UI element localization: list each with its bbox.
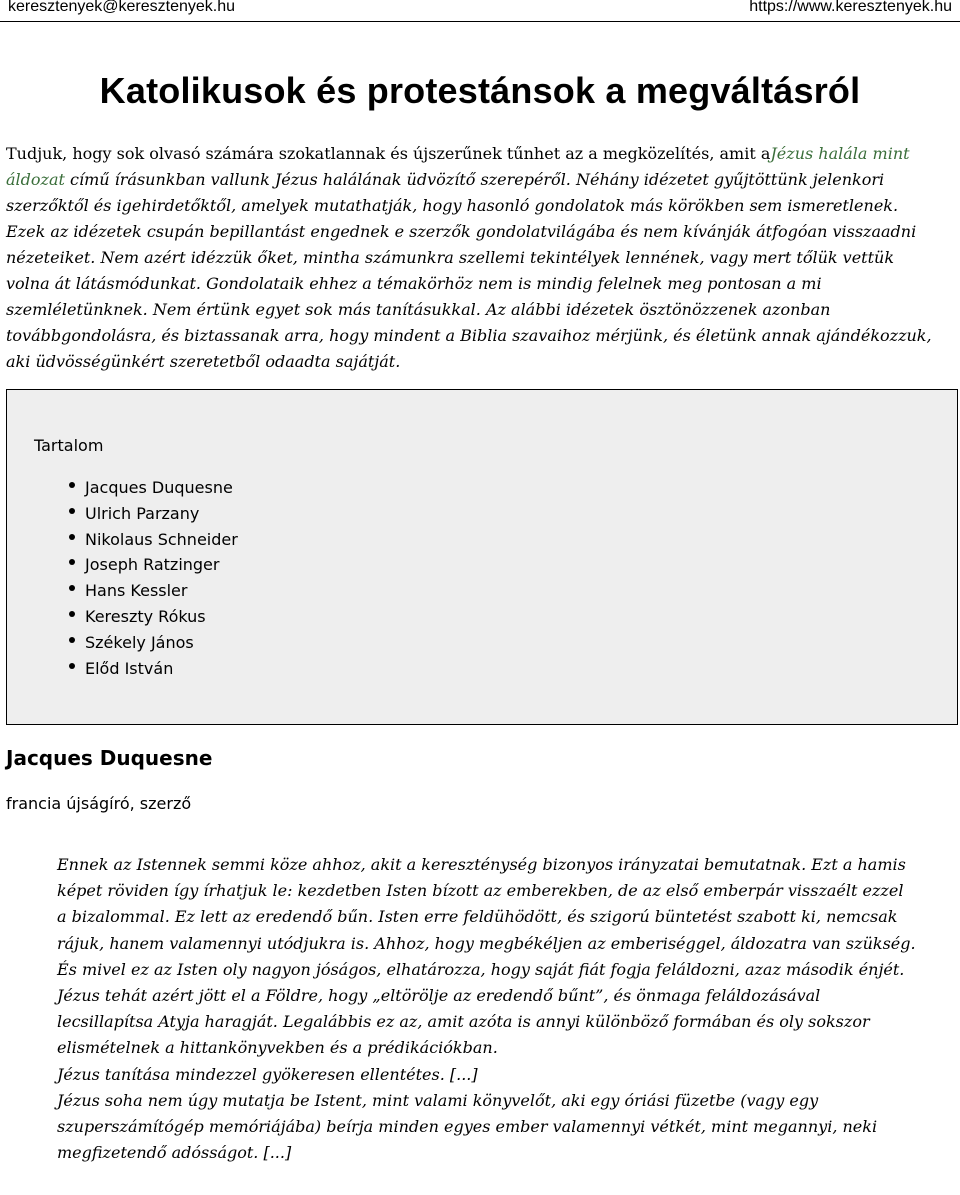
header-url[interactable]: https://www.keresztenyek.hu	[749, 0, 952, 15]
toc-item[interactable]: Jacques Duquesne	[69, 478, 238, 504]
intro-text-start: Tudjuk, hogy sok olvasó számára szokatlannak és újszerűnek tűnhet az a megközelítés, amit a	[6, 144, 771, 163]
header-email[interactable]: keresztenyek@keresztenyek.hu	[8, 0, 236, 15]
table-of-contents	[6, 389, 958, 725]
quote-paragraph: Jézus soha nem úgy mutatja be Istent, mint valami könyvelőt, aki egy óriási füzetbe (vagy egy szuperszámítógép memóriájába) beírja minden egyes ember valamennyi vétkét, mint megannyi, neki megfizetendő adósságot. [...]	[57, 1090, 878, 1163]
toc-item[interactable]: Kereszty Rókus	[69, 607, 238, 633]
toc-item[interactable]: Joseph Ratzinger	[69, 555, 238, 581]
toc-list	[69, 478, 238, 684]
section-heading: Jacques Duquesne	[6, 746, 213, 770]
toc-item[interactable]: Székely János	[69, 633, 238, 659]
toc-title: Tartalom	[34, 436, 104, 455]
article-link[interactable]: Jézus halála mint áldozat	[6, 144, 910, 189]
quote-paragraph: Jézus tanítása mindezzel gyökeresen ellentétes. [...]	[57, 1064, 478, 1084]
toc-item[interactable]: Nikolaus Schneider	[69, 530, 238, 556]
section-subtitle: francia újságíró, szerző	[6, 794, 192, 813]
quote-block	[57, 852, 917, 1166]
intro-text-rest: című írásunkban vallunk Jézus halálának üdvözítő szerepéről. Néhány idézetet gyűjtöttünk jelenkori szerzőktől és igehirdetőktől, amelyek mutathatják, hogy hasonló gondolatok más körökben sem ismeretlenek. Ezek az idézetek csupán bepillantást engednek e szerzők gondolatvilágába és nem kívánják átfogóan visszaadni nézeteiket. Nem azért idézzük őket, mintha számunkra szellemi tekintélyek lennének, vagy mert tőlük vettük volna át látásmódunkat. Gondolataik ehhez a témakörhöz nem is mindig felelnek meg pontosan a mi szemléletünknek. Nem értünk egyet sok más tanításukkal. Az alábbi idézetek ösztönözzenek azonban továbbgondolásra, és biztassanak arra, hogy mindent a Biblia szavaihoz mérjünk, és életünk annak ajándékozzuk, aki üdvösségünkért szeretetből odaadta sajátját.	[6, 170, 932, 371]
toc-item[interactable]: Ulrich Parzany	[69, 504, 238, 530]
intro-paragraph	[6, 141, 941, 375]
toc-item[interactable]: Előd István	[69, 659, 238, 685]
quote-paragraph: Ennek az Istennek semmi köze ahhoz, akit a kereszténység bizonyos irányzatai bemutatnak. Ezt a hamis képet röviden így írhatjuk le: kezdetben Isten bízott az emberekben, de az első emberpár visszaélt ezzel a bizalommal. Ez lett az eredendő bűn. Isten erre feldühödött, és szigorú büntetést szabott ki, nemcsak rájuk, hanem valamennyi utódjukra is. Ahhoz, hogy megbékéljen az emberiséggel, áldozatra van szükség. És mivel ez az Isten oly nagyon jóságos, elhatározza, hogy saját fiát fogja feláldozni, azaz második énjét. Jézus tehát azért jött el a Földre, hogy „eltörölje az eredendő bűnt”, és önmaga feláldozásával lecsillapítsa Atyja haragját. Legalábbis ez az, amit azóta is annyi különböző formában és oly sokszor elismételnek a hittankönyvekben és a prédikációkban.	[57, 855, 916, 1058]
page-title: Katolikusok és protestánsok a megváltásról	[99, 70, 861, 111]
page-header	[0, 0, 960, 22]
toc-item[interactable]: Hans Kessler	[69, 581, 238, 607]
